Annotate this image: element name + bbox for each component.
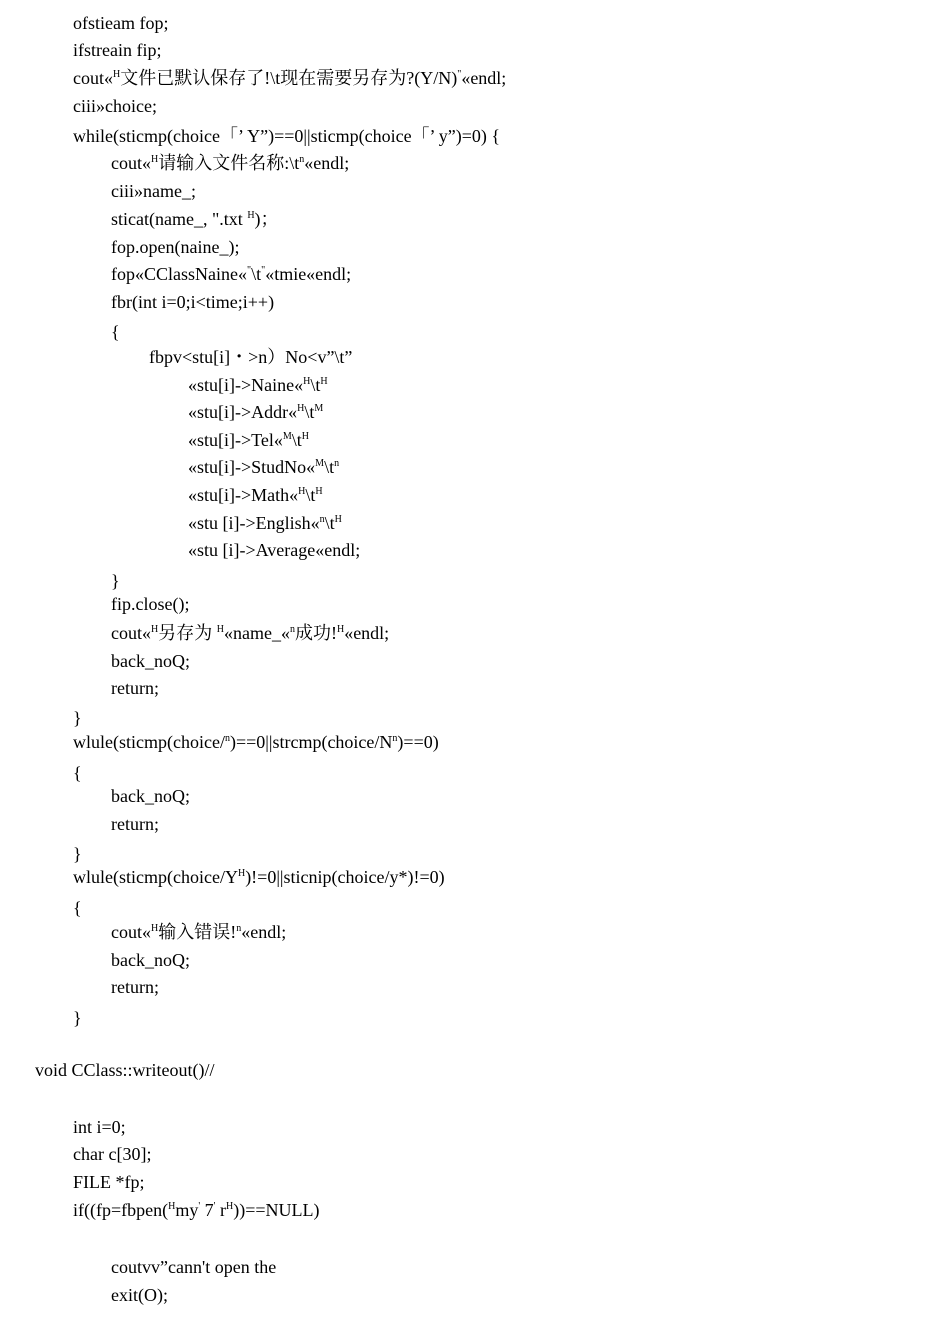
code-text: }	[73, 844, 82, 864]
code-line	[73, 897, 82, 919]
code-line	[111, 570, 120, 592]
code-line	[73, 67, 506, 89]
code-text: return;	[111, 814, 159, 834]
code-superscript: n	[224, 733, 230, 744]
code-text: }	[111, 571, 120, 591]
code-text: 成功!	[294, 623, 337, 643]
code-text: «endl;	[241, 922, 287, 942]
code-text: if((fp=fbpen(	[73, 1200, 169, 1220]
code-line	[188, 456, 339, 478]
code-line	[73, 95, 157, 117]
code-text: «stu[i]->Addr«	[188, 402, 298, 422]
code-text: cout«	[73, 68, 113, 88]
code-superscript: H	[301, 431, 310, 442]
code-text: ciii»choice;	[73, 96, 157, 116]
code-superscript: n	[319, 514, 325, 525]
code-line	[73, 12, 168, 34]
code-line	[188, 512, 342, 534]
code-text: )==0)	[397, 732, 439, 752]
code-line	[111, 650, 190, 672]
code-line	[111, 813, 159, 835]
code-superscript: H	[168, 1201, 176, 1212]
code-superscript: H	[303, 376, 311, 387]
code-text: cout«	[111, 623, 151, 643]
code-superscript: H	[320, 376, 328, 387]
code-text: 7	[200, 1200, 214, 1220]
code-superscript: H	[151, 624, 159, 635]
code-text: 另存为	[158, 623, 217, 643]
code-line	[111, 291, 274, 313]
code-text: \t	[305, 485, 316, 505]
code-text: fbr(int i=0;i<time;i++)	[111, 292, 275, 312]
code-superscript: M	[314, 403, 324, 414]
code-line	[73, 731, 439, 753]
code-text: \t	[324, 457, 335, 477]
code-text: \t	[310, 375, 321, 395]
code-superscript: '	[198, 1201, 201, 1212]
code-superscript: '	[213, 1201, 216, 1212]
code-text: void CClass::writeout()//	[35, 1060, 215, 1080]
code-line	[73, 125, 500, 147]
code-text: back_noQ;	[111, 786, 190, 806]
code-text: fop«CClassNaine«	[111, 264, 247, 284]
code-line	[73, 1199, 320, 1221]
code-text: exit(O);	[111, 1285, 168, 1305]
code-text: «stu [i]->English«	[188, 513, 320, 533]
code-superscript: "	[261, 265, 266, 276]
code-superscript: n	[334, 458, 340, 469]
code-text: fop.open(naine_);	[111, 237, 240, 257]
code-line	[73, 39, 161, 61]
code-line	[111, 236, 239, 258]
code-text: back_noQ;	[111, 950, 190, 970]
code-superscript: M	[315, 458, 325, 469]
code-line	[111, 785, 190, 807]
code-line	[188, 401, 323, 423]
code-line	[111, 208, 279, 230]
code-line	[188, 429, 309, 451]
code-text: «stu[i]->Math«	[188, 485, 299, 505]
code-superscript: H	[237, 868, 246, 879]
code-superscript: H	[113, 69, 121, 80]
code-line	[73, 1007, 82, 1029]
code-text: )!=0||sticnip(choice/y*)!=0)	[245, 867, 445, 887]
code-line	[111, 180, 196, 202]
code-superscript: H	[216, 624, 224, 635]
code-text: «stu [i]->Average«endl;	[188, 540, 361, 560]
code-text: 输入错误!	[158, 922, 237, 942]
code-text: \t	[304, 402, 315, 422]
code-text: «stu[i]->Tel«	[188, 430, 283, 450]
code-text: int i=0;	[73, 1117, 126, 1137]
code-line	[73, 866, 445, 888]
code-line	[111, 593, 189, 615]
code-text: wlule(sticmp(choice/	[73, 867, 225, 887]
code-text: 请输入文件名称:\t	[158, 153, 300, 173]
code-text: wlule(sticmp(choice/	[73, 732, 225, 752]
code-text: «endl;	[304, 153, 350, 173]
code-superscript: "	[246, 265, 252, 276]
code-text: «endl;	[344, 623, 390, 643]
code-line	[35, 1059, 215, 1081]
code-text: cout«	[111, 153, 151, 173]
code-text: 文件已默认保存了!\t现在需要另存为?(Y/N)	[120, 68, 458, 88]
code-superscript: H	[336, 624, 345, 635]
code-text: back_noQ;	[111, 651, 190, 671]
code-text: ciii»name_;	[111, 181, 196, 201]
code-text: }	[73, 1008, 82, 1028]
code-superscript: H	[247, 210, 255, 221]
code-text: return;	[111, 678, 159, 698]
code-text: Y	[224, 867, 238, 887]
code-line	[111, 976, 159, 998]
code-text: \t	[324, 513, 335, 533]
code-superscript: H	[151, 154, 159, 165]
code-line	[73, 1171, 145, 1193]
code-text: }	[73, 708, 82, 728]
code-superscript: H	[297, 403, 305, 414]
code-text: fbpv<stu[i]・>n）No<v”\t”	[149, 347, 353, 367]
code-line	[188, 539, 360, 561]
code-text: N	[379, 732, 393, 752]
code-superscript: "	[457, 69, 462, 80]
code-text: FILE *fp;	[73, 1172, 145, 1192]
code-text: \t	[251, 264, 262, 284]
code-line	[188, 374, 328, 396]
code-text: )；	[254, 209, 279, 229]
code-line	[111, 321, 120, 343]
code-text: cout«	[111, 922, 151, 942]
code-line	[149, 346, 352, 368]
code-superscript: H	[151, 923, 159, 934]
code-text: {	[73, 763, 82, 783]
code-superscript: H	[298, 486, 306, 497]
code-text: «stu[i]->Naine«	[188, 375, 304, 395]
code-text: \t	[291, 430, 302, 450]
code-text: «name_«	[223, 623, 290, 643]
code-superscript: n	[236, 923, 242, 934]
code-line	[73, 762, 82, 784]
code-text: return;	[111, 977, 159, 997]
code-text: r	[215, 1200, 226, 1220]
code-text: «tmie«endl;	[265, 264, 352, 284]
code-line	[111, 921, 286, 943]
code-text: ofstieam fop;	[73, 13, 169, 33]
code-text: coutvv”cann't open the	[111, 1257, 277, 1277]
code-superscript: H	[334, 514, 342, 525]
code-text: my	[175, 1200, 199, 1220]
code-text: «endl;	[461, 68, 507, 88]
code-line	[111, 622, 389, 644]
code-text: «stu[i]->StudNo«	[188, 457, 316, 477]
code-text: ifstreain fip;	[73, 40, 162, 60]
code-superscript: n	[299, 154, 305, 165]
code-text: {	[111, 322, 120, 342]
code-line	[188, 484, 323, 506]
code-line	[73, 1143, 151, 1165]
code-text: sticat(name_, ".txt	[111, 209, 248, 229]
code-superscript: n	[289, 624, 295, 635]
code-line	[73, 1116, 126, 1138]
code-text: {	[73, 898, 82, 918]
code-line	[111, 677, 159, 699]
code-line	[73, 843, 82, 865]
code-line	[111, 152, 349, 174]
code-superscript: n	[392, 733, 398, 744]
code-text: )==0||strcmp(choice/	[229, 732, 380, 752]
code-superscript: H	[225, 1201, 234, 1212]
code-text: while(sticmp(choice「’ Y”)==0||sticmp(choice「’ y”)=0) {	[73, 126, 500, 146]
code-text: ))==NULL)	[233, 1200, 320, 1220]
code-line	[111, 263, 351, 285]
code-text: char c[30];	[73, 1144, 152, 1164]
code-line	[111, 1256, 276, 1278]
code-superscript: H	[315, 486, 323, 497]
code-superscript: M	[282, 431, 292, 442]
code-line	[73, 707, 82, 729]
code-line	[111, 1284, 168, 1306]
code-text: fip.close();	[111, 594, 190, 614]
code-line	[111, 949, 190, 971]
